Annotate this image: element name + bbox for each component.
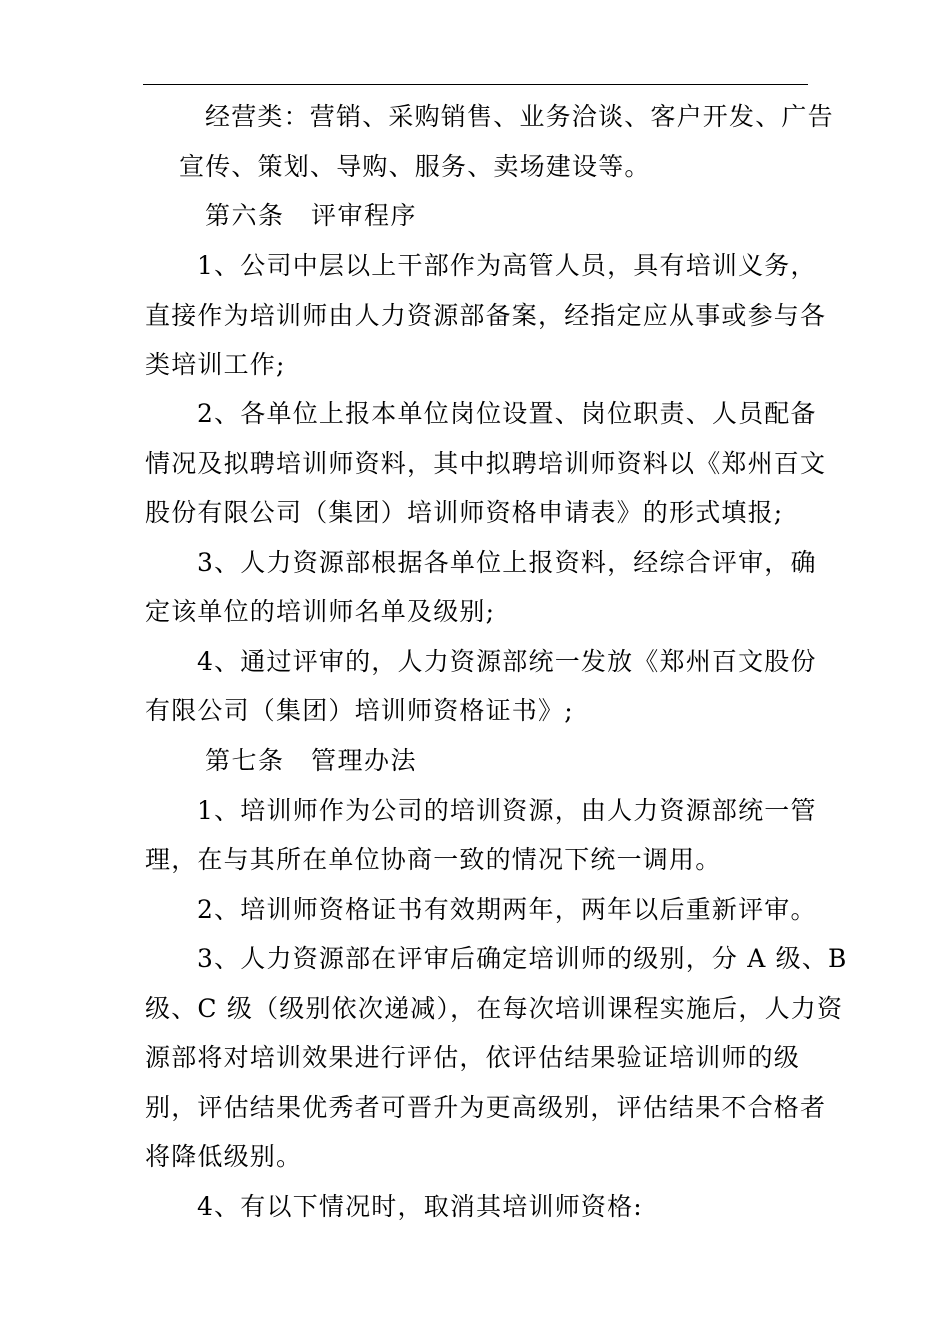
text-line: 2、各单位上报本单位岗位设置、岗位职责、人员配备: [197, 399, 817, 428]
section-heading-6: 第六条 评审程序: [205, 201, 418, 230]
text-line: 类培训工作;: [145, 350, 286, 379]
text-line: 别，评估结果优秀者可晋升为更高级别，评估结果不合格者: [145, 1093, 827, 1122]
text-line: 4、通过评审的，人力资源部统一发放《郑州百文股份: [197, 647, 817, 676]
text-line: 经营类：营销、采购销售、业务洽谈、客户开发、广告: [205, 102, 834, 131]
section-heading-7: 第七条 管理办法: [205, 746, 418, 775]
text-line: 3、人力资源部根据各单位上报资料，经综合评审，确: [197, 548, 817, 577]
text-line: 宣传、策划、导购、服务、卖场建设等。: [179, 152, 651, 181]
text-line: 1、培训师作为公司的培训资源，由人力资源部统一管: [197, 796, 817, 825]
text-line: 情况及拟聘培训师资料，其中拟聘培训师资料以《郑州百文: [145, 449, 827, 478]
text-line: 4、有以下情况时，取消其培训师资格:: [197, 1192, 643, 1221]
text-line: 级、C 级（级别依次递减），在每次培训课程实施后，人力资: [145, 994, 844, 1023]
text-line: 3、人力资源部在评审后确定培训师的级别，分 A 级、B: [197, 944, 848, 973]
text-line: 2、培训师资格证书有效期两年，两年以后重新评审。: [197, 895, 817, 924]
text-line: 1、公司中层以上干部作为高管人员，具有培训义务，: [197, 251, 817, 280]
text-line: 理，在与其所在单位协商一致的情况下统一调用。: [145, 845, 722, 874]
text-line: 股份有限公司（集团）培训师资格申请表》的形式填报;: [145, 498, 784, 527]
header-rule: [143, 84, 808, 85]
text-line: 源部将对培训效果进行评估，依评估结果验证培训师的级: [145, 1043, 801, 1072]
text-line: 将降低级别。: [145, 1142, 303, 1171]
text-line: 直接作为培训师由人力资源部备案，经指定应从事或参与各: [145, 301, 827, 330]
text-line: 有限公司（集团）培训师资格证书》;: [145, 696, 574, 725]
text-line: 定该单位的培训师名单及级别;: [145, 597, 496, 626]
